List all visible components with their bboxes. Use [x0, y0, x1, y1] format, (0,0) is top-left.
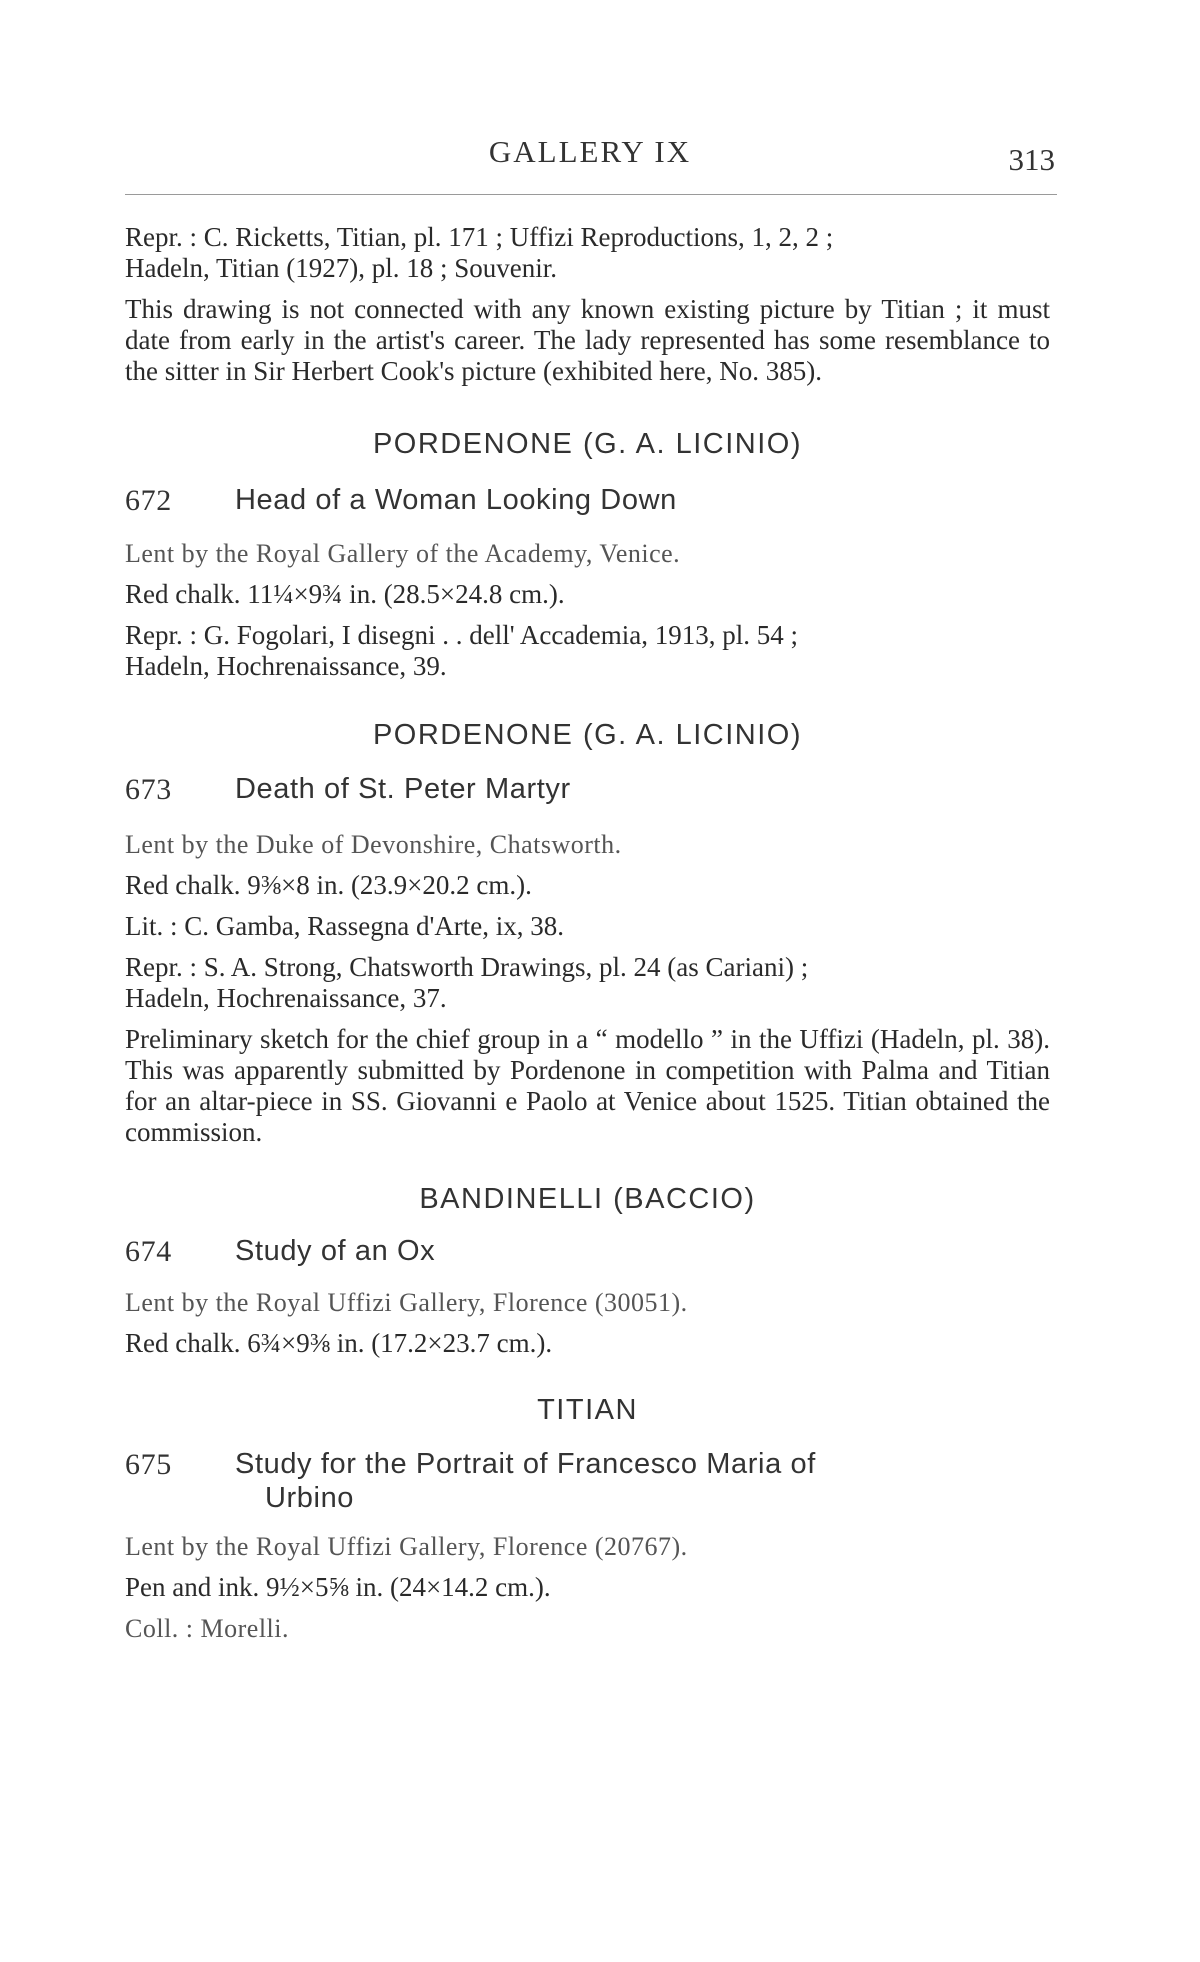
medium-line: Red chalk. 9⅜×8 in. (23.9×20.2 cm.).: [125, 870, 532, 900]
artist-heading: PORDENONE (G. A. LICINIO): [372, 428, 803, 460]
entry-number: 675: [125, 1448, 172, 1481]
entry-number: 673: [125, 773, 172, 806]
lender-line: Lent by the Royal Uffizi Gallery, Florence (20767).: [125, 1532, 688, 1561]
entry-673: [125, 720, 1050, 1148]
medium-line: Red chalk. 11¼×9¾ in. (28.5×24.8 cm.).: [125, 579, 565, 609]
entry-heading: [125, 1235, 1050, 1269]
medium-line: Red chalk. 6¾×9⅜ in. (17.2×23.7 cm.).: [125, 1328, 553, 1358]
entry-672: [125, 429, 1050, 682]
lender-line: Lent by the Royal Gallery of the Academy, Venice.: [125, 539, 681, 568]
repr-line-1: Repr. : S. A. Strong, Chatsworth Drawings, pl. 24 (as Cariani) ;: [125, 952, 809, 982]
medium-line: Pen and ink. 9½×5⅝ in. (24×14.2 cm.).: [125, 1572, 551, 1602]
running-head: [125, 128, 1055, 188]
entry-heading: [125, 484, 1050, 518]
body-text: [125, 222, 1050, 1644]
entry-title-line-2: Urbino: [265, 1482, 355, 1514]
entry-heading: [125, 773, 1050, 807]
lender-line: Lent by the Royal Uffizi Gallery, Florence (30051).: [125, 1288, 688, 1317]
lender-line: Lent by the Duke of Devonshire, Chatsworth.: [125, 830, 622, 859]
repr-line-2: Hadeln, Hochrenaissance, 37.: [125, 983, 447, 1013]
entry-title: Head of a Woman Looking Down: [235, 484, 677, 516]
entry-title: Death of St. Peter Martyr: [235, 773, 571, 805]
intro-repr-line-2: Hadeln, Titian (1927), pl. 18 ; Souvenir.: [125, 253, 557, 283]
header-rule: [125, 194, 1057, 195]
literature-line: Lit. : C. Gamba, Rassegna d'Arte, ix, 38.: [125, 911, 565, 941]
intro-repr-line-1: Repr. : C. Ricketts, Titian, pl. 171 ; Uffizi Reproductions, 1, 2, 2 ;: [125, 222, 834, 252]
entry-number: 672: [125, 484, 172, 517]
entry-heading: [125, 1448, 1050, 1482]
artist-heading: PORDENONE (G. A. LICINIO): [372, 719, 803, 751]
repr-line-2: Hadeln, Hochrenaissance, 39.: [125, 651, 447, 681]
page-number: 313: [1008, 142, 1055, 177]
artist-heading: BANDINELLI (BACCIO): [419, 1183, 756, 1215]
intro-repr: [125, 222, 1050, 284]
entry-title: Study of an Ox: [235, 1235, 436, 1267]
entry-675: [125, 1395, 1050, 1644]
intro-note: This drawing is not connected with any known existing picture by Titian ; it must date from early in the artist's career. The lady represented has some resemblance to the sitter in Sir Herbert Cook's picture (exhibited here, No. 385).: [125, 294, 1050, 386]
entry-number: 674: [125, 1235, 172, 1268]
entry-note: Preliminary sketch for the chief group in a “ modello ” in the Uffizi (Hadeln, pl. 38). This was apparently submitted by Pordenone in competition with Palma and Titian for an altar-piece in SS. Giovanni e Paolo at Venice about 1525. Titian obtained the commission.: [125, 1024, 1050, 1147]
entry-title-continuation: [125, 1482, 1050, 1515]
running-title: GALLERY IX: [488, 134, 692, 169]
entry-title-line-1: Study for the Portrait of Francesco Maria of: [235, 1448, 816, 1480]
entry-674: [125, 1184, 1050, 1359]
repr-line-1: Repr. : G. Fogolari, I disegni . . dell' Accademia, 1913, pl. 54 ;: [125, 620, 799, 650]
collection-line: Coll. : Morelli.: [125, 1614, 289, 1643]
artist-heading: TITIAN: [537, 1394, 638, 1426]
